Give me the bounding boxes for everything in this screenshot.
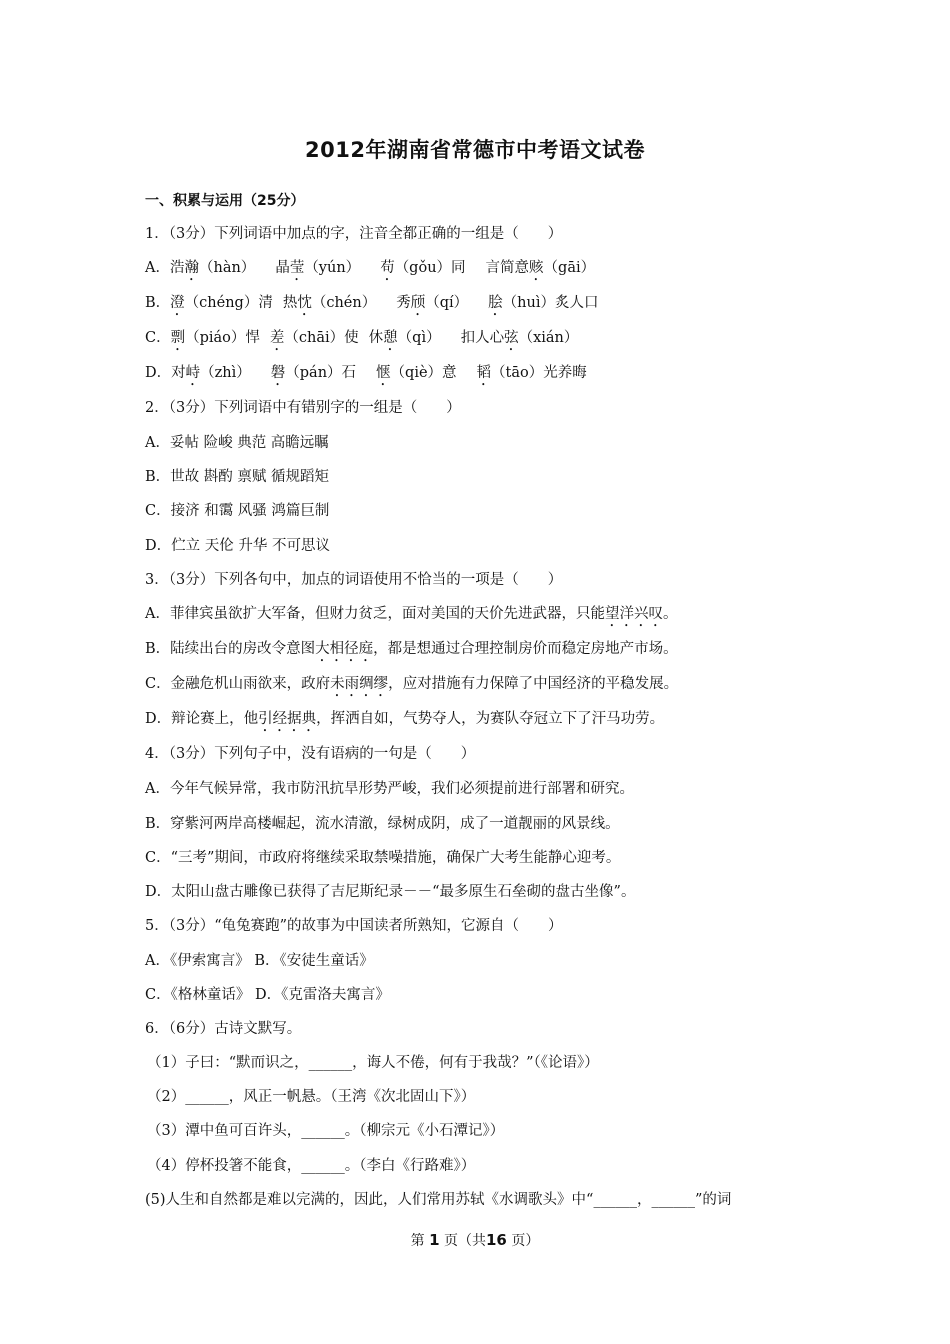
question-6-part-3: （3）潭中鱼可百许头，______。（柳宗元《小石潭记》） xyxy=(147,1123,505,1139)
question-6-part-5: (5)人生和自然都是难以完满的，因此，人们常用苏轼《水调歌头》中“______，______”的词 xyxy=(145,1192,732,1208)
question-3-option-b: B．陆续出台的房改令意图大相径庭，都是想通过合理控制房价而稳定房地产市场。 xyxy=(145,641,678,657)
question-4-option-b: B．穿紫河两岸高楼崛起，流水清澈，绿树成阴，成了一道靓丽的风景线。 xyxy=(145,816,620,832)
question-1-option-b: B．澄（chéng）清 热忱（chén） 秀颀（qí） 脍（huì）炙人口 xyxy=(145,295,599,311)
total-pages-number: 16 xyxy=(486,1231,507,1249)
question-2-option-d: D．伫立 天伦 升华 不可思议 xyxy=(145,538,330,554)
question-3-stem: 3．（3分）下列各句中，加点的词语使用不恰当的一项是（ ） xyxy=(145,572,563,588)
question-2-option-c: C．接济 和霭 风骚 鸿篇巨制 xyxy=(145,503,330,519)
question-3-option-d: D．辩论赛上，他引经据典，挥洒自如，气势夺人，为赛队夺冠立下了汗马功劳。 xyxy=(145,711,665,727)
page-footer: 第 1 页（共16 页） xyxy=(410,1231,540,1249)
question-1-option-a: A．浩瀚（hàn） 晶莹（yún） 苟（gǒu）同 言简意赅（gāi） xyxy=(145,260,596,276)
question-6-part-1: （1）子曰：“默而识之，______，诲人不倦，何有于我哉？”（《论语》） xyxy=(147,1055,599,1071)
question-4-option-d: D．太阳山盘古雕像已获得了吉尼斯纪录－－“最多原生石垒砌的盘古坐像”。 xyxy=(145,884,636,900)
question-4-option-c: C．“三考”期间，市政府将继续采取禁噪措施，确保广大考生能静心迎考。 xyxy=(145,850,621,866)
question-5-stem: 5．（3分）“龟兔赛跑”的故事为中国读者所熟知，它源自（ ） xyxy=(145,918,563,934)
question-2-option-b: B．世故 斟酌 禀赋 循规蹈矩 xyxy=(145,469,329,485)
question-3-option-a: A．菲律宾虽欲扩大军备，但财力贫乏，面对美国的天价先进武器，只能望洋兴叹。 xyxy=(145,606,678,622)
question-5-options-ab: A．《伊索寓言》 B．《安徒生童话》 xyxy=(145,953,374,969)
question-2-option-a: A．妥帖 险峻 典范 高瞻远瞩 xyxy=(145,435,329,451)
question-1-option-c: C．剽（piáo）悍 差（chāi）使 休憩（qì） 扣人心弦（xián） xyxy=(145,330,579,346)
current-page-number: 1 xyxy=(429,1231,440,1249)
question-2-stem: 2．（3分）下列词语中有错别字的一组是（ ） xyxy=(145,400,461,416)
question-5-options-cd: C．《格林童话》 D．《克雷洛夫寓言》 xyxy=(145,987,390,1003)
question-3-option-c: C．金融危机山雨欲来，政府未雨绸缪，应对措施有力保障了中国经济的平稳发展。 xyxy=(145,676,679,692)
question-6-stem: 6．（6分）古诗文默写。 xyxy=(145,1021,302,1037)
section-heading: 一、积累与运用（25分） xyxy=(145,193,305,209)
page-title: 2012年湖南省常德市中考语文试卷 xyxy=(305,138,645,162)
question-4-stem: 4．（3分）下列句子中，没有语病的一句是（ ） xyxy=(145,746,476,762)
question-4-option-a: A．今年气候异常，我市防汛抗旱形势严峻，我们必须提前进行部署和研究。 xyxy=(145,781,634,797)
question-6-part-4: （4）停杯投箸不能食，______。（李白《行路难》） xyxy=(147,1158,476,1174)
question-6-part-2: （2）______，风正一帆悬。（王湾《次北固山下》） xyxy=(147,1089,476,1105)
question-1-stem: 1．（3分）下列词语中加点的字，注音全都正确的一组是（ ） xyxy=(145,226,563,242)
question-1-option-d: D．对峙（zhì） 磐（pán）石 惬（qiè）意 韬（tāo）光养晦 xyxy=(145,365,587,381)
